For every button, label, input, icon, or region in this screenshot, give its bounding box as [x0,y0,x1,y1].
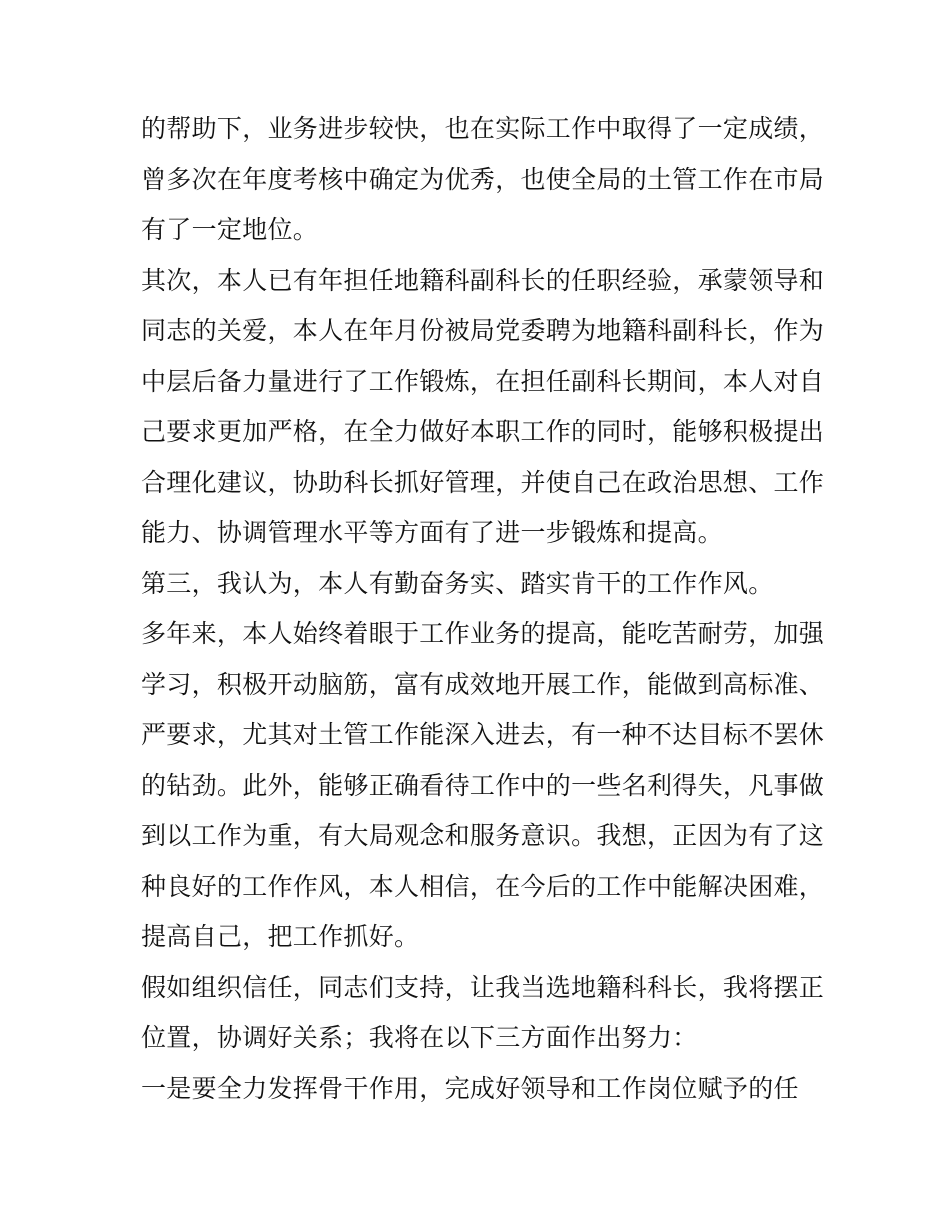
text-line: 己要求更加严格，在全力做好本职工作的同时，能够积极提出 [141,417,825,446]
text-line: 多年来，本人始终着眼于工作业务的提高，能吃苦耐劳，加强 [141,619,825,648]
text-line: 合理化建议，协助科长抓好管理，并使自己在政治思想、工作 [141,467,825,497]
text-line: 种良好的工作作风，本人相信，在今后的工作中能解决困难， [141,871,825,901]
text-line: 提高自己，把工作抓好。 [141,922,420,951]
text-line: 一是要全力发挥骨干作用，完成好领导和工作岗位赋予的任 [141,1073,799,1103]
text-line: 其次，本人已有年担任地籍科副科长的任职经验，承蒙领导和 [141,265,825,295]
text-line: 中层后备力量进行了工作锻炼，在担任副科长期间，本人对自 [141,366,825,396]
text-line: 位置，协调好关系；我将在以下三方面作出努力： [141,1023,698,1052]
text-line: 严要求，尤其对土管工作能深入进去，有一种不达目标不罢休 [141,720,825,749]
text-line: 的帮助下，业务进步较快，也在实际工作中取得了一定成绩， [141,114,825,143]
text-line: 第三，我认为，本人有勤奋务实、踏实肯干的工作作风。 [141,568,774,598]
text-line: 到以工作为重，有大局观念和服务意识。我想，正因为有了这 [141,821,825,850]
document-body [141,104,825,1114]
text-line: 有了一定地位。 [141,215,319,244]
text-line: 同志的关爱，本人在年月份被局党委聘为地籍科副科长，作为 [141,316,825,345]
text-line: 曾多次在年度考核中确定为优秀，也使全局的土管工作在市局 [141,164,825,194]
text-line: 学习，积极开动脑筋，富有成效地开展工作，能做到高标准、 [141,669,825,699]
text-line: 的钻劲。此外，能够正确看待工作中的一些名利得失，凡事做 [141,770,825,800]
text-line: 能力、协调管理水平等方面有了进一步锻炼和提高。 [141,518,723,547]
text-line: 假如组织信任，同志们支持，让我当选地籍科科长，我将摆正 [141,972,825,1002]
